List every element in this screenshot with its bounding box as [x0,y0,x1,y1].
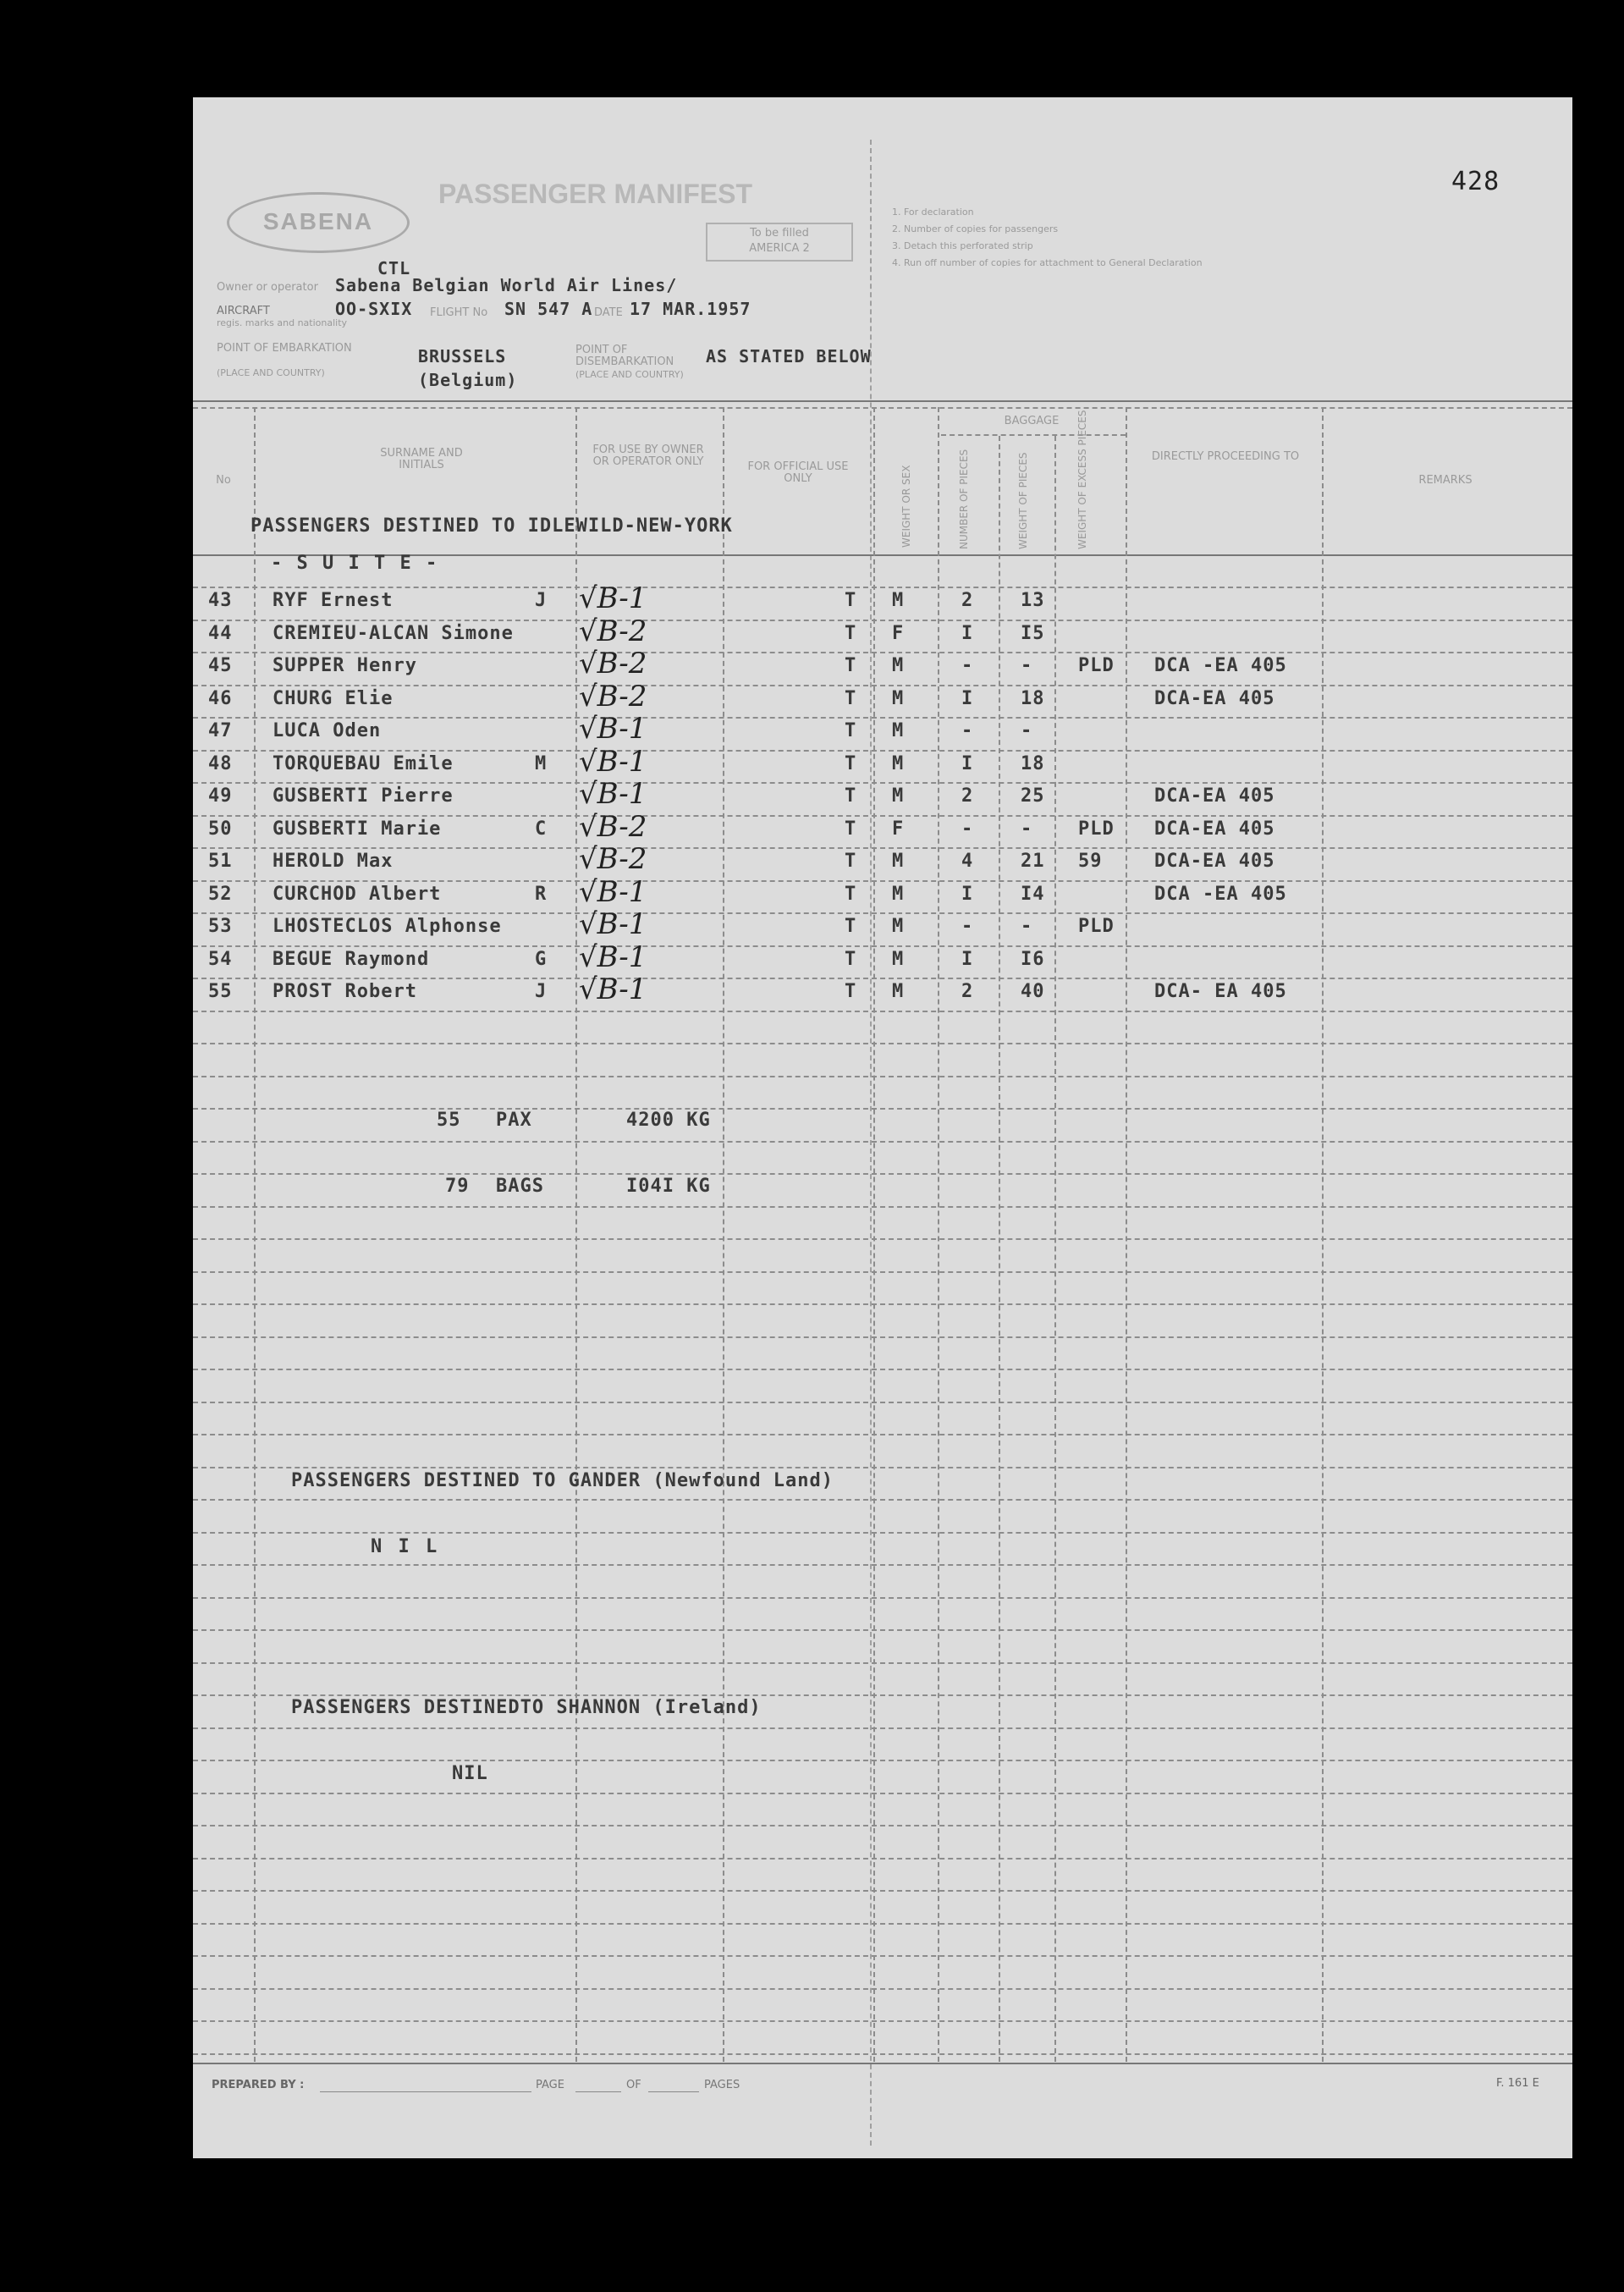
pax-pieces: I [961,623,974,644]
row-rule [193,2020,1572,2022]
disembarkation-sublabel: (PLACE AND COUNTRY) [575,369,684,380]
row-rule [193,1173,1572,1175]
pax-no: 43 [208,590,233,611]
pax-no: 54 [208,949,233,970]
instruction-1: 1. For declaration [892,207,974,218]
stamp-line2: AMERICA 2 [749,242,810,255]
col-header-weight-sex: WEIGHT OR SEX [900,465,912,548]
total-pax-unit: PAX [496,1110,532,1131]
pax-weight: I6 [1021,949,1045,970]
pax-sex: M [892,916,905,937]
pax-no: 48 [208,753,233,774]
passenger-row [193,842,1572,883]
of-line [648,2091,699,2092]
row-rule [193,1108,1572,1110]
row-rule [193,1825,1572,1826]
pax-transit: T [845,623,857,644]
col-header-bag-pieces: NUMBER OF PIECES [958,449,970,549]
row-rule [193,1760,1572,1761]
disembarkation-value: AS STATED BELOW [706,346,872,366]
pax-initial: M [535,753,548,774]
form-number: F. 161 E [1496,2077,1539,2090]
flight-label: FLIGHT No [430,306,488,319]
pax-pieces: I [961,949,974,970]
passenger-row [193,680,1572,720]
pax-pieces: 4 [961,851,974,872]
passenger-row [193,745,1572,785]
row-rule [193,1434,1572,1435]
passenger-row [193,581,1572,622]
pax-name: SUPPER Henry [273,655,417,676]
table-top-border-2 [193,407,1572,409]
row-rule [193,1141,1572,1143]
pax-weight: I4 [1021,884,1045,905]
prepared-by-label: PREPARED BY : [212,2079,305,2091]
aircraft-label: AIRCRAFT [217,305,270,317]
pax-sex: M [892,720,905,741]
pax-code: √B-1 [579,712,647,746]
date-value: 17 MAR.1957 [630,299,751,319]
row-rule [193,1467,1572,1468]
pax-name: CREMIEU-ALCAN Simone [273,623,514,644]
row-rule [193,1858,1572,1859]
pax-transit: T [845,884,857,905]
pax-sex: M [892,753,905,774]
pax-name: TORQUEBAU Emile [273,753,454,774]
pax-destination: DCA-EA 405 [1154,851,1275,872]
pax-no: 52 [208,884,233,905]
pax-destination: DCA -EA 405 [1154,655,1287,676]
row-rule [193,1923,1572,1925]
row-rule [193,1629,1572,1631]
pax-sex: M [892,884,905,905]
page-number: 428 [1451,167,1500,196]
pax-name: CHURG Elie [273,688,394,709]
pax-code: √B-1 [579,745,647,779]
col-header-bag-weight: WEIGHT OF PIECES [1017,452,1029,549]
pax-name: LUCA Oden [273,720,382,741]
pax-sex: M [892,688,905,709]
pax-name: HEROLD Max [273,851,394,872]
total-pax-weight: 4200 KG [626,1110,711,1131]
pax-initial: G [535,949,548,970]
pax-weight: 18 [1021,688,1045,709]
row-rule [193,1662,1572,1664]
row-rule [193,1694,1572,1696]
flight-value: SN 547 A [504,299,593,319]
page-line [575,2091,621,2092]
pax-code: √B-2 [579,614,647,648]
pax-no: 46 [208,688,233,709]
operator-value: Sabena Belgian World Air Lines/ [335,275,678,295]
row-rule [193,587,1572,588]
col-header-bag-excess: WEIGHT OF EXCESS PIECES [1076,410,1088,549]
pax-pieces: - [961,818,974,840]
row-rule [193,1988,1572,1990]
suite-label: - S U I T E - [271,553,439,574]
embarkation-value: BRUSSELS [418,346,507,366]
col-header-remarks: REMARKS [1418,474,1473,487]
pax-destination: DCA-EA 405 [1154,688,1275,709]
pax-sex: M [892,949,905,970]
pax-weight: 21 [1021,851,1045,872]
aircraft-sublabel: regis. marks and nationality [217,317,348,328]
pax-pieces: - [961,916,974,937]
pax-weight: - [1021,720,1033,741]
stamp-line1: To be filled [750,227,809,240]
passenger-row [193,777,1572,818]
pax-name: CURCHOD Albert [273,884,442,905]
pax-pieces: 2 [961,981,974,1002]
of-label: OF [626,2079,641,2091]
col-header-official-use: FOR OFFICIAL USE ONLY [747,460,849,485]
pax-transit: T [845,688,857,709]
shannon-value: NIL [452,1763,488,1784]
pax-sex: M [892,851,905,872]
passenger-row [193,810,1572,851]
pax-weight: 13 [1021,590,1045,611]
row-rule [193,1597,1572,1599]
row-rule [193,1043,1572,1044]
pax-no: 44 [208,623,233,644]
passenger-row [193,875,1572,916]
pax-code: √B-1 [579,940,647,974]
col-header-baggage: BAGGAGE [1004,415,1060,427]
passenger-row [193,647,1572,687]
footer-border [193,2063,1572,2064]
page-label: PAGE [536,2079,564,2091]
instruction-2: 2. Number of copies for passengers [892,223,1059,234]
pax-no: 55 [208,981,233,1002]
passenger-row [193,972,1572,1013]
pax-destination: DCA-EA 405 [1154,818,1275,840]
row-rule [193,1499,1572,1501]
pax-pld: 59 [1078,851,1103,872]
ctl-mark: CTL [377,258,411,278]
row-rule [193,1402,1572,1403]
pax-pieces: 2 [961,785,974,807]
embarkation-sublabel: (PLACE AND COUNTRY) [217,367,325,378]
prepared-by-line [320,2091,531,2092]
sabena-logo [227,192,410,253]
pax-name: LHOSTECLOS Alphonse [273,916,502,937]
pax-weight: - [1021,916,1033,937]
pages-label: PAGES [704,2079,740,2091]
pax-no: 50 [208,818,233,840]
pax-sex: F [892,818,905,840]
col-header-directly: DIRECTLY PROCEEDING TO [1151,450,1300,463]
pax-transit: T [845,753,857,774]
pax-transit: T [845,916,857,937]
row-rule [193,1532,1572,1534]
pax-code: √B-2 [579,647,647,680]
col-header-owner-use: FOR USE BY OWNER OR OPERATOR ONLY [592,444,704,468]
pax-weight: - [1021,655,1033,676]
pax-code: √B-1 [579,581,647,615]
row-rule [193,1369,1572,1370]
pax-weight: - [1021,818,1033,840]
pax-transit: T [845,851,857,872]
pax-pieces: 2 [961,590,974,611]
pax-weight: 25 [1021,785,1045,807]
pax-transit: T [845,818,857,840]
row-rule [193,1206,1572,1208]
pax-name: PROST Robert [273,981,417,1002]
row-rule [193,2053,1572,2055]
pax-name: GUSBERTI Pierre [273,785,454,807]
col-header-no: No [216,474,231,487]
manifest-sheet [193,97,1572,2158]
disembarkation-label: POINT OF DISEMBARKATION [575,344,674,368]
form-title: PASSENGER MANIFEST [438,179,752,209]
passenger-row [193,712,1572,752]
pax-no: 49 [208,785,233,807]
form-stamp [706,223,853,262]
pax-name: BEGUE Raymond [273,949,430,970]
passenger-row [193,907,1572,948]
pax-code: √B-2 [579,680,647,713]
pax-weight: 40 [1021,981,1045,1002]
table-top-border [193,400,1572,402]
pax-initial: J [535,981,548,1002]
total-bags-count: 79 [445,1176,470,1197]
pax-code: √B-1 [579,875,647,909]
pax-transit: T [845,720,857,741]
pax-pld: PLD [1078,916,1115,937]
row-rule [193,1076,1572,1077]
baggage-subheader-line [941,434,1126,436]
row-rule [193,1303,1572,1305]
perforation-line [870,140,872,2146]
owner-label: Owner or operator [217,281,318,294]
pax-destination: DCA- EA 405 [1154,981,1287,1002]
pax-weight: I5 [1021,623,1045,644]
pax-transit: T [845,981,857,1002]
pax-code: √B-1 [579,972,647,1006]
passenger-row [193,614,1572,655]
pax-pieces: I [961,688,974,709]
pax-pld: PLD [1078,655,1115,676]
logo-text: SABENA [262,208,374,234]
pax-sex: F [892,623,905,644]
pax-no: 45 [208,655,233,676]
pax-code: √B-2 [579,842,647,876]
pax-sex: M [892,590,905,611]
pax-pieces: - [961,720,974,741]
pax-destination: DCA -EA 405 [1154,884,1287,905]
row-rule [193,1238,1572,1240]
col-header-surname: SURNAME AND INITIALS [380,447,463,471]
gander-title: PASSENGERS DESTINED TO GANDER (Newfound Land) [291,1470,834,1491]
pax-initial: R [535,884,548,905]
pax-name: RYF Ernest [273,590,394,611]
embarkation-country: (Belgium) [418,370,518,390]
row-rule [193,1564,1572,1566]
row-rule [193,1955,1572,1957]
pax-name: GUSBERTI Marie [273,818,442,840]
pax-pld: PLD [1078,818,1115,840]
pax-no: 53 [208,916,233,937]
pax-initial: C [535,818,548,840]
pax-code: √B-2 [579,810,647,844]
pax-pieces: - [961,655,974,676]
instruction-4: 4. Run off number of copies for attachment to General Declaration [892,257,1203,268]
pax-initial: J [535,590,548,611]
row-rule [193,1336,1572,1338]
row-rule [193,1793,1572,1794]
passenger-row [193,940,1572,981]
pax-sex: M [892,981,905,1002]
row-rule [193,1727,1572,1729]
aircraft-value: OO-SXIX [335,299,413,319]
pax-destination: DCA-EA 405 [1154,785,1275,807]
pax-code: √B-1 [579,777,647,811]
pax-sex: M [892,655,905,676]
row-rule [193,1890,1572,1892]
pax-transit: T [845,655,857,676]
section-title: PASSENGERS DESTINED TO IDLEWILD-NEW-YORK [250,515,733,537]
pax-sex: M [892,785,905,807]
pax-transit: T [845,949,857,970]
pax-no: 47 [208,720,233,741]
pax-pieces: I [961,884,974,905]
pax-weight: 18 [1021,753,1045,774]
row-rule [193,1271,1572,1273]
pax-no: 51 [208,851,233,872]
pax-code: √B-1 [579,907,647,941]
total-pax-count: 55 [437,1110,461,1131]
instruction-3: 3. Detach this perforated strip [892,240,1033,251]
pax-pieces: I [961,753,974,774]
date-label: DATE [594,306,623,319]
pax-transit: T [845,785,857,807]
pax-transit: T [845,590,857,611]
total-bags-weight: I04I KG [626,1176,711,1197]
gander-value: N I L [371,1536,440,1557]
total-bags-unit: BAGS [496,1176,544,1197]
shannon-title: PASSENGERS DESTINEDTO SHANNON (Ireland) [291,1697,762,1718]
embarkation-label: POINT OF EMBARKATION [217,342,352,355]
